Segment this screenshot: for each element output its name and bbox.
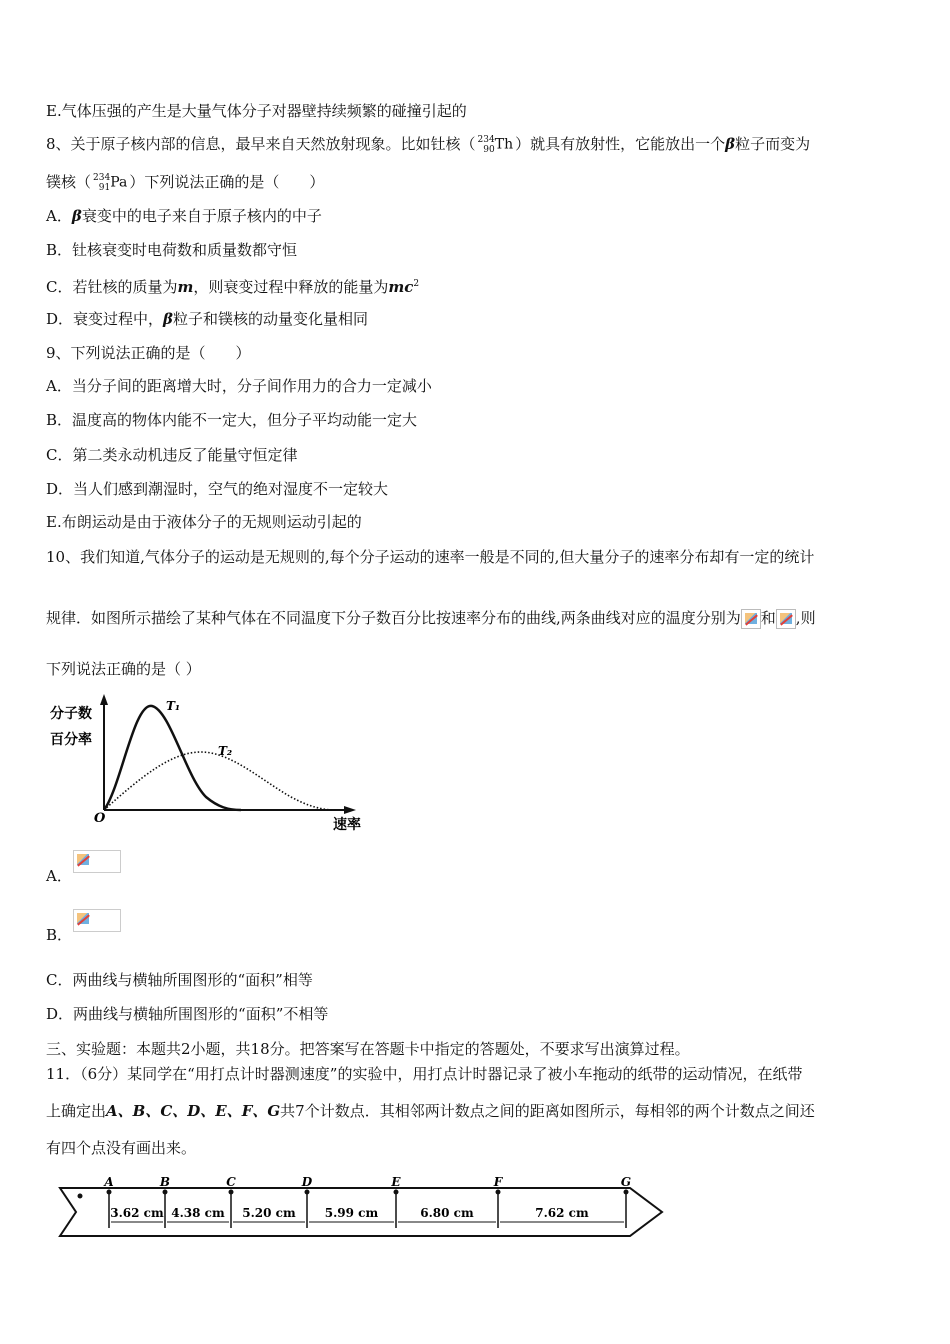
tape-point-label: C bbox=[226, 1175, 236, 1189]
q7-option-e: E.气体压强的产生是大量气体分子对器壁持续频繁的碰撞引起的 bbox=[46, 102, 467, 120]
beta-symbol: β bbox=[725, 135, 736, 153]
tape-distance-label: 7.62 cm bbox=[535, 1206, 589, 1220]
q8-text: 8、关于原子核内部的信息，最早来自天然放射现象。比如钍核（ bbox=[46, 135, 476, 153]
tape-point-label: B bbox=[159, 1175, 171, 1189]
q8-option-c: C．若钍核的质量为m，则衰变过程中释放的能量为$mc^2$ bbox=[46, 278, 420, 296]
tape-point-dot bbox=[163, 1190, 168, 1195]
q8-text: ）就具有放射性，它能放出一个 bbox=[515, 135, 726, 153]
tape-distance-label: 5.20 cm bbox=[242, 1206, 296, 1220]
q9-stem: 9、下列说法正确的是（ ） bbox=[46, 344, 251, 362]
x-axis-arrow bbox=[344, 806, 356, 814]
graph-ylabel-2: 百分率 bbox=[50, 732, 92, 748]
q10-stem-line1: 10、我们知道,气体分子的运动是无规则的,每个分子运动的速率一般是不同的,但大量分子的速率分布却有一定的统计 bbox=[46, 548, 815, 566]
broken-image-icon bbox=[74, 851, 94, 871]
graph-xlabel: 速率 bbox=[333, 817, 361, 833]
q10-option-b-label: B． bbox=[46, 926, 73, 944]
q11-stem-line1: 11．（6分）某同学在“用打点计时器测速度”的实验中，用打点计时器记录了被小车拖动的纸带的运动情况，在纸带 bbox=[46, 1065, 803, 1083]
y-axis-arrow bbox=[100, 694, 108, 705]
q8-stem-line2 bbox=[46, 172, 324, 193]
tape-distance-label: 6.80 cm bbox=[420, 1206, 474, 1220]
q11-stem-line3: 有四个点没有画出来。 bbox=[46, 1139, 197, 1157]
tape-point-label: G bbox=[620, 1175, 632, 1189]
tape-point-label: F bbox=[493, 1175, 503, 1189]
q8-option-a: A．β衰变中的电子来自于原子核内的中子 bbox=[46, 207, 322, 225]
q9-option-b: B．温度高的物体内能不一定大，但分子平均动能一定大 bbox=[46, 411, 418, 429]
q8-text: ）下列说法正确的是（ ） bbox=[129, 173, 325, 191]
tape-point-dot bbox=[624, 1190, 629, 1195]
tape-distance-label: 5.99 cm bbox=[324, 1206, 379, 1220]
q10-option-a-label: A． bbox=[46, 867, 72, 885]
thorium-isotope: 234 90Th bbox=[477, 135, 514, 155]
tape-distance-label: 3.62 cm bbox=[110, 1206, 164, 1220]
tape-point-dot bbox=[496, 1190, 501, 1195]
speed-distribution-graph bbox=[46, 692, 376, 837]
q9-option-e: E.布朗运动是由于液体分子的无规则运动引起的 bbox=[46, 513, 362, 531]
tape-point-dot bbox=[107, 1190, 112, 1195]
q10-option-d: D．两曲线与横轴所围图形的“面积”不相等 bbox=[46, 1005, 329, 1023]
tape-point-dot bbox=[229, 1190, 234, 1195]
q8-text: 粒子而变为 bbox=[735, 135, 811, 153]
q10-option-a-image bbox=[73, 850, 121, 873]
graph-origin: O bbox=[94, 811, 106, 826]
q8-option-d: D．衰变过程中，β粒子和镤核的动量变化量相同 bbox=[46, 310, 369, 328]
q10-stem-line3: 下列说法正确的是（ ） bbox=[46, 660, 201, 678]
tape-point-dot bbox=[305, 1190, 310, 1195]
tape-point-label: D bbox=[301, 1175, 313, 1189]
tape-point-label: E bbox=[391, 1175, 401, 1189]
ticker-tape-diagram bbox=[50, 1172, 670, 1242]
tape-point-label: A bbox=[104, 1175, 114, 1189]
q10-option-c: C．两曲线与横轴所围图形的“面积”相等 bbox=[46, 971, 313, 989]
label-t1: T₁ bbox=[166, 699, 181, 713]
q8-option-b: B．钍核衰变时电荷数和质量数都守恒 bbox=[46, 241, 298, 259]
q9-option-a: A．当分子间的距离增大时，分子间作用力的合力一定减小 bbox=[46, 377, 432, 395]
tape-start-dot bbox=[78, 1194, 83, 1199]
q11-stem-line2: 上确定出A、B、C、D、E、F、G共7个计数点．其相邻两计数点之间的距离如图所示，每相邻的两个计数点之间还 bbox=[46, 1102, 815, 1120]
q9-option-c: C．第二类永动机违反了能量守恒定律 bbox=[46, 446, 298, 464]
broken-image-icon bbox=[74, 910, 94, 930]
broken-image-icon bbox=[741, 609, 761, 629]
curve-t2 bbox=[104, 752, 336, 810]
q9-option-d: D．当人们感到潮湿时，空气的绝对湿度不一定较大 bbox=[46, 480, 389, 498]
graph-ylabel-1: 分子数 bbox=[50, 706, 92, 722]
label-t2: T₂ bbox=[218, 744, 233, 758]
tape-distance-label: 4.38 cm bbox=[171, 1206, 225, 1220]
section-3-heading: 三、实验题：本题共2小题，共18分。把答案写在答题卡中指定的答题处，不要求写出演算过程。 bbox=[46, 1040, 690, 1058]
q10-stem-line2: 规律．如图所示描绘了某种气体在不同温度下分子数百分比按速率分布的曲线,两条曲线对应的温度分别为 和 ,则 bbox=[46, 609, 816, 627]
broken-image-icon bbox=[776, 609, 796, 629]
q8-text: 镤核（ bbox=[46, 173, 92, 191]
protactinium-isotope: 234 91Pa bbox=[93, 173, 128, 193]
q8-stem-line1 bbox=[46, 134, 810, 155]
q10-option-b-image bbox=[73, 909, 121, 932]
tape-point-dot bbox=[394, 1190, 399, 1195]
